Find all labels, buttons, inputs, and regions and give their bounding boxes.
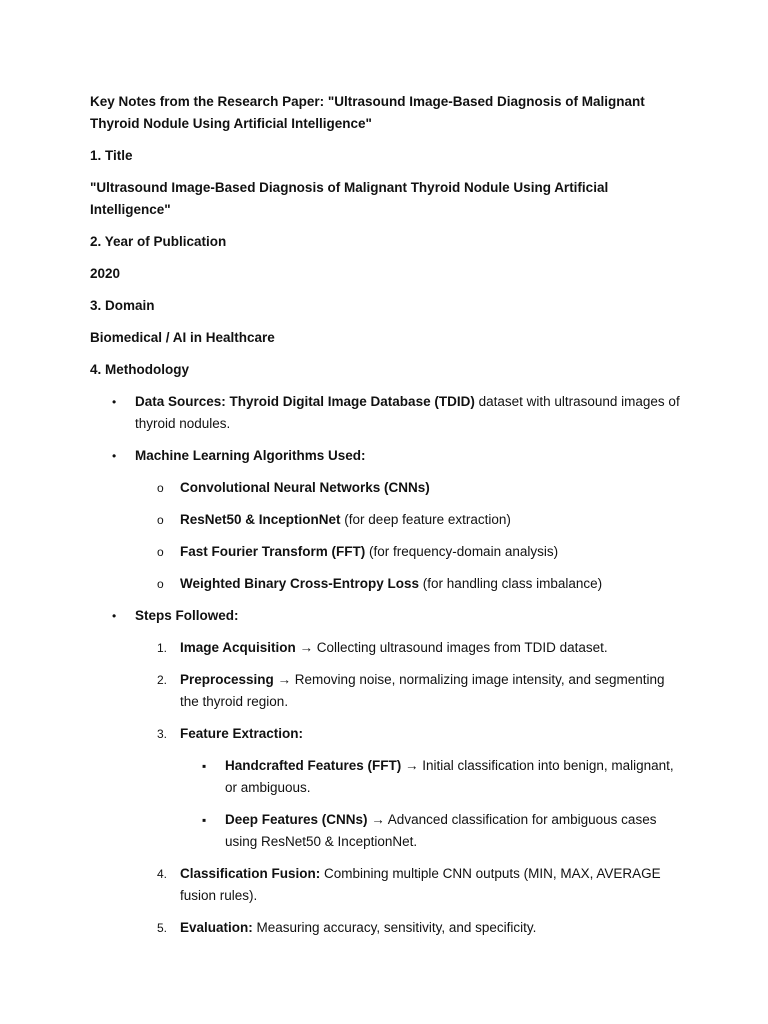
publication-year-text: 2020 [90,266,121,281]
square-marker: ▪ [202,759,207,773]
feature-label: Handcrafted Features (FFT) [225,758,402,773]
algorithm-label: Convolutional Neural Networks (CNNs) [180,480,430,495]
circle-marker: o [157,513,164,527]
algorithm-item [135,573,680,595]
algorithm-label: Weighted Binary Cross-Entropy Loss [180,576,420,591]
step-item [135,863,680,907]
algorithm-label: ResNet50 & InceptionNet [180,512,341,527]
step-text: Combining multiple CNN outputs (MIN, MAX, AVERAGE fusion rules). [180,866,661,903]
step-label: Preprocessing [180,672,274,687]
data-sources-text: dataset with ultrasound images of thyroid nodules. [135,394,680,431]
section-year-heading: 2. Year of Publication [90,234,227,249]
steps-label: Steps Followed: [135,608,239,623]
step-item [135,669,680,713]
algorithm-note: (for handling class imbalance) [419,576,603,591]
step-number: 3. [157,727,168,741]
algorithm-note: (for deep feature extraction) [340,512,511,527]
section-title-heading: 1. Title [90,148,133,163]
step-number: 4. [157,867,168,881]
feature-text: → Advanced classification for ambiguous cases using ResNet50 & InceptionNet. [225,812,657,849]
domain-text: Biomedical / AI in Healthcare [90,330,275,345]
circle-marker: o [157,481,164,495]
feature-text: → Initial classification into benign, malignant, or ambiguous. [225,758,674,795]
methodology-list [90,391,680,939]
list-item-steps [90,605,680,939]
list-item-algorithms [90,445,680,595]
step-label: Classification Fusion: [180,866,321,881]
algorithm-item [135,541,680,563]
algorithm-note: (for frequency-domain analysis) [365,544,559,559]
algorithm-item [135,477,680,499]
document-heading: Key Notes from the Research Paper: "Ultrasound Image-Based Diagnosis of Malignant Thyroid Nodule Using Artificial Intelligence" [90,94,645,131]
algorithm-item [135,509,680,531]
feature-item [180,809,680,853]
step-text: Measuring accuracy, sensitivity, and specificity. [252,920,537,935]
feature-extraction-sublist [180,755,680,853]
bullet-marker: • [112,609,117,623]
circle-marker: o [157,577,164,591]
step-label: Evaluation: [180,920,253,935]
document-body [90,91,680,949]
step-number: 2. [157,673,168,687]
list-item-data-sources [90,391,680,435]
section-methodology-heading: 4. Methodology [90,362,189,377]
square-marker: ▪ [202,813,207,827]
bullet-marker: • [112,395,117,409]
circle-marker: o [157,545,164,559]
data-sources-label: Data Sources: Thyroid Digital Image Database (TDID) [135,394,475,409]
step-item [135,637,680,659]
algorithm-label: Fast Fourier Transform (FFT) [180,544,366,559]
algorithms-sublist [135,477,680,595]
feature-label: Deep Features (CNNs) [225,812,368,827]
paper-title-text: "Ultrasound Image-Based Diagnosis of Malignant Thyroid Nodule Using Artificial Intelligence" [90,180,609,217]
step-number: 5. [157,921,168,935]
steps-list [135,637,680,939]
step-number: 1. [157,641,168,655]
step-label: Feature Extraction: [180,726,304,741]
step-item [135,723,680,853]
step-text: → Removing noise, normalizing image intensity, and segmenting the thyroid region. [180,672,665,709]
feature-item [180,755,680,799]
step-label: Image Acquisition [180,640,296,655]
step-item [135,917,680,939]
algorithms-label: Machine Learning Algorithms Used: [135,448,366,463]
section-domain-heading: 3. Domain [90,298,155,313]
step-text: → Collecting ultrasound images from TDID dataset. [295,640,608,655]
bullet-marker: • [112,449,117,463]
